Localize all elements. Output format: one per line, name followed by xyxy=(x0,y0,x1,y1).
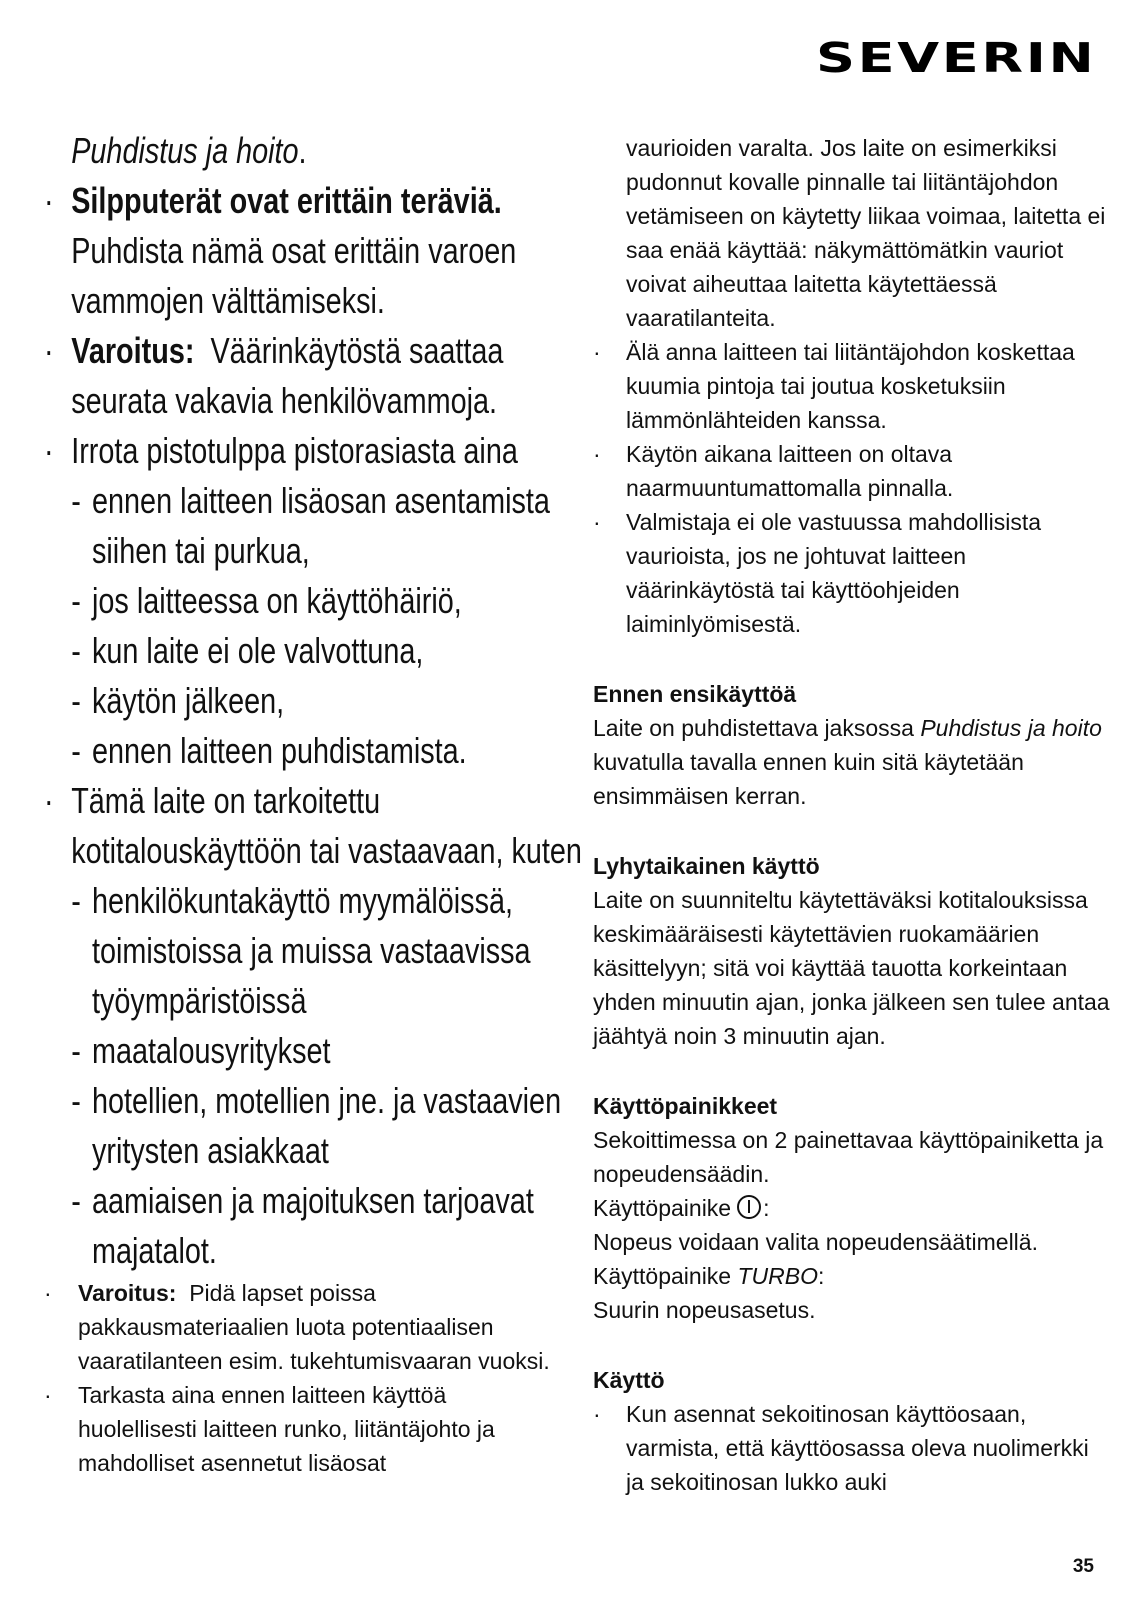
list-item xyxy=(593,335,1113,437)
sub-list-item xyxy=(44,476,591,576)
button-2-label: Käyttöpainike xyxy=(593,1263,732,1289)
list-item-text: Puhdista nämä osat erittäin varoen vammojen välttämiseksi. xyxy=(71,230,517,321)
controls-paragraph xyxy=(593,1123,1113,1327)
bullet: · xyxy=(593,509,601,535)
sub-item-text: ennen laitteen lisäosan asentamista siihen tai purkua, xyxy=(92,480,550,571)
bullet: · xyxy=(44,1280,52,1306)
sub-list-item xyxy=(44,1026,591,1076)
list-item xyxy=(44,1378,564,1480)
sub-item-text: henkilökuntakäyttö myymälöissä, toimistoissa ja muissa vastaavissa työympäristöissä xyxy=(92,880,531,1021)
dash: - xyxy=(71,1180,81,1221)
button-1-line xyxy=(593,1191,1113,1225)
bullet: · xyxy=(44,430,54,471)
colon: : xyxy=(763,1195,770,1221)
sub-list-item xyxy=(44,1176,591,1276)
list-item xyxy=(44,776,591,876)
dash: - xyxy=(71,680,81,721)
dash: - xyxy=(71,1080,81,1121)
sub-item-text: aamiaisen ja majoituksen tarjoavat majatalot. xyxy=(92,1180,534,1271)
list-item xyxy=(44,426,591,476)
list-item-text: Väärinkäytöstä saattaa seurata vakavia henkilövammoja. xyxy=(71,330,504,421)
list-item xyxy=(593,505,1113,641)
button-2-line xyxy=(593,1259,1113,1293)
power-icon xyxy=(737,1195,761,1219)
button-2-description: Suurin nopeusasetus. xyxy=(593,1297,816,1323)
sub-list-item xyxy=(44,726,591,776)
first-use-paragraph xyxy=(593,711,1113,813)
page-number: 35 xyxy=(1072,1556,1094,1577)
list-item-text: Irrota pistotulppa pistorasiasta aina xyxy=(71,430,518,471)
dash: - xyxy=(71,630,81,671)
heading-text: Puhdistus ja hoito xyxy=(71,130,299,171)
bullet: · xyxy=(44,180,54,221)
heading-period: . xyxy=(298,130,307,171)
dash: - xyxy=(71,880,81,921)
list-item xyxy=(593,1397,1113,1499)
dash: - xyxy=(71,580,81,621)
list-item-text: Käytön aikana laitteen on oltava naarmuuntumattomalla pinnalla. xyxy=(626,441,954,501)
dash: - xyxy=(71,480,81,521)
list-item xyxy=(44,326,591,426)
sub-item-text: jos laitteessa on käyttöhäiriö, xyxy=(92,580,462,621)
bullet: · xyxy=(44,330,54,371)
list-item-text: Valmistaja ei ole vastuussa mahdollisista vaurioista, jos ne johtuvat laitteen väärinkäytöstä tai käyttöohjeiden laiminlyömisestä. xyxy=(626,509,1042,637)
dash: - xyxy=(71,1030,81,1071)
left-column xyxy=(44,126,582,1480)
warning-sharp-blades: Silpputerät ovat erittäin teräviä. xyxy=(71,180,502,221)
sub-item-text: ennen laitteen puhdistamista. xyxy=(92,730,467,771)
button-1-description: Nopeus voidaan valita nopeudensäätimellä. xyxy=(593,1229,1038,1255)
sub-list-item xyxy=(44,676,591,726)
list-item-text: Pidä lapset poissa pakkausmateriaalien luota potentiaalisen vaaratilanteen esim. tukehtumisvaaran vuoksi. xyxy=(78,1280,550,1374)
bullet: · xyxy=(44,780,54,821)
sub-list-item xyxy=(44,1076,591,1176)
list-item xyxy=(44,1276,564,1378)
sub-item-text: käytön jälkeen, xyxy=(92,680,285,721)
section-heading-short-use: Lyhytaikainen käyttö xyxy=(593,853,820,879)
list-item xyxy=(593,437,1113,505)
bullet: · xyxy=(593,1401,601,1427)
section-heading-first-use: Ennen ensikäyttöä xyxy=(593,681,797,707)
section-heading-use: Käyttö xyxy=(593,1367,665,1393)
right-column xyxy=(593,131,1113,1499)
paragraph-text: kuvatulla tavalla ennen kuin sitä käytetään ensimmäisen kerran. xyxy=(593,749,1024,809)
list-item-text: Tarkasta aina ennen laitteen käyttöä huolellisesti laitteen runko, liitäntäjohto ja mahdolliset asennetut lisäosat xyxy=(78,1382,495,1476)
section-reference: Puhdistus ja hoito xyxy=(920,715,1102,741)
dash: - xyxy=(71,730,81,771)
section-heading xyxy=(44,126,591,176)
button-1-label: Käyttöpainike xyxy=(593,1195,732,1221)
list-item-text: vaurioiden varalta. Jos laite on esimerkiksi pudonnut kovalle pinnalle tai liitäntäjohdon vetämiseen on käytetty liikaa voimaa, laitetta ei saa enää käyttää: näkymättömätkin vauriot voivat aiheuttaa laitetta käytettäessä vaaratilanteita. xyxy=(626,135,1106,331)
list-item-text: Kun asennat sekoitinosan käyttöosaan, varmista, että käyttöosassa oleva nuolimerkki ja sekoitinosan lukko auki xyxy=(626,1401,1089,1495)
bullet: · xyxy=(593,339,601,365)
sub-item-text: maatalousyritykset xyxy=(92,1030,331,1071)
section-heading-controls: Käyttöpainikkeet xyxy=(593,1093,778,1119)
warning-label: Varoitus: xyxy=(78,1280,177,1306)
list-item-text: Älä anna laitteen tai liitäntäjohdon koskettaa kuumia pintoja tai joutua kosketuksiin lämmönlähteiden kanssa. xyxy=(626,339,1075,433)
warning-label: Varoitus: xyxy=(71,330,195,371)
sub-list-item xyxy=(44,876,591,1026)
turbo-label: TURBO xyxy=(737,1263,818,1289)
paragraph-text: Laite on puhdistettava jaksossa xyxy=(593,715,914,741)
bullet: · xyxy=(593,441,601,467)
brand-logo: SEVERIN xyxy=(815,34,1096,82)
list-item-text: Tämä laite on tarkoitettu kotitalouskäyttöön tai vastaavaan, kuten xyxy=(71,780,582,871)
list-item-continued xyxy=(593,131,1113,335)
list-item xyxy=(44,176,591,326)
short-use-paragraph: Laite on suunniteltu käytettäväksi kotitalouksissa keskimääräisesti käytettävien ruokamäärien käsittelyyn; sitä voi käyttää tauotta korkeintaan yhden minuutin ajan, jonka jälkeen sen tulee antaa jäähtyä noin 3 minuutin ajan. xyxy=(593,887,1110,1049)
controls-intro: Sekoittimessa on 2 painettavaa käyttöpainiketta ja nopeudensäädin. xyxy=(593,1127,1104,1187)
sub-item-text: hotellien, motellien jne. ja vastaavien yritysten asiakkaat xyxy=(92,1080,562,1171)
colon: : xyxy=(817,1263,825,1289)
sub-list-item xyxy=(44,626,591,676)
bullet: · xyxy=(44,1382,52,1408)
sub-list-item xyxy=(44,576,591,626)
sub-item-text: kun laite ei ole valvottuna, xyxy=(92,630,424,671)
